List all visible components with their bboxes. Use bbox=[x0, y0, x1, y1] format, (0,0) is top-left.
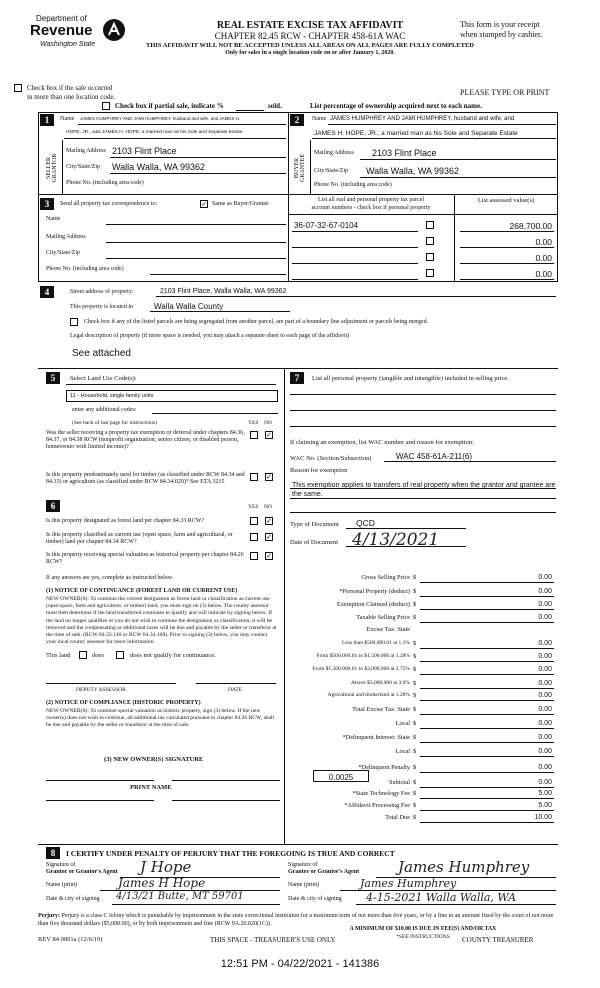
doc-date-label: Date of Document bbox=[290, 539, 339, 546]
assessed-value[interactable]: 268,700.00 bbox=[509, 221, 552, 231]
buyer-name-2[interactable]: JAMES H. HOPE, JR., a married man as his Sole and Separate Estate bbox=[314, 130, 518, 137]
s6-q2-no[interactable]: ✓ bbox=[266, 533, 272, 541]
calc-value[interactable]: 5.00 bbox=[538, 790, 552, 797]
same-as-buyer-checkbox[interactable]: ✓ bbox=[201, 200, 207, 208]
additional-codes-label: enter any additional codes: bbox=[72, 407, 137, 413]
buyer-name-1[interactable]: JAMES HUMPHREY AND JAMI HUMPHREY, husband and wife, and bbox=[330, 116, 515, 122]
segregated-label: Check box if any of the listed parcels are being segregated from another parcel, are part of a boundary line adjustment or parcels being merged. bbox=[84, 319, 429, 325]
assessed-value[interactable]: 0.00 bbox=[535, 253, 552, 263]
s5-question-1: Was the seller receiving a property tax exemption or deferral under chapters 84.36, 84.37, or 84.38 RCW (nonprofit organization, senior citizen, or disabled person, homeowner with limited income)? bbox=[46, 430, 245, 450]
dollar-sign: $ bbox=[413, 748, 417, 755]
grantee-sig-label-1: Signature of bbox=[288, 862, 318, 868]
parcel-header-2: account numbers - check box if personal property bbox=[311, 205, 431, 211]
calc-label: From $500,000.01 to $1,500,000 at 1.28% bbox=[316, 653, 410, 659]
dollar-sign: $ bbox=[413, 790, 417, 797]
form-subtitle: CHAPTER 82.45 RCW - CHAPTER 458-61A WAC bbox=[214, 31, 406, 41]
section-4-number: 4 bbox=[40, 286, 54, 298]
calc-value[interactable]: 0.00 bbox=[538, 779, 552, 786]
form-title: REAL ESTATE EXCISE TAX AFFIDAVIT bbox=[216, 20, 404, 31]
corr-city-label: City/State/Zip bbox=[46, 250, 80, 256]
see-back-label: (See back of last page for instructions) bbox=[72, 420, 157, 426]
grantor-date-label: Date & city of signing bbox=[46, 896, 100, 902]
s5-yes: YES bbox=[248, 420, 259, 426]
dollar-sign: $ bbox=[413, 574, 417, 581]
calc-label: Local bbox=[395, 748, 410, 755]
form-warning: THIS AFFIDAVIT WILL NOT BE ACCEPTED UNLESS ALL AREAS ON ALL PAGES ARE FULLY COMPLETED bbox=[146, 42, 474, 49]
rev-number: REV 84 0001a (12/6/19) bbox=[38, 936, 103, 943]
logo-revenue: Revenue bbox=[30, 22, 93, 39]
buyer-side-label bbox=[290, 144, 310, 192]
seller-phone-label: Phone No. (including area code) bbox=[66, 180, 144, 186]
logo-state: Washington State bbox=[40, 41, 96, 48]
seller-name-label: Name bbox=[60, 116, 75, 122]
buyer-mailing[interactable]: 2103 Flint Place bbox=[372, 148, 437, 158]
calc-value[interactable]: 0.00 bbox=[538, 588, 552, 595]
land-use-value: 11 - Household, single family units bbox=[70, 393, 154, 399]
seller-side-label bbox=[42, 144, 62, 192]
personal-property-checkbox[interactable] bbox=[426, 253, 434, 261]
calc-label: From $1,500,000.01 to $3,000,000 at 2.75% bbox=[312, 666, 410, 672]
located-county[interactable]: Walla Walla County bbox=[154, 302, 224, 311]
legal-label: Legal description of property (if more space is needed, you may attach a separate sheet to each page of the affidavit) bbox=[70, 333, 350, 339]
calc-label: Above $3,000,000 at 3.0% bbox=[351, 680, 410, 686]
s6-question-3: Is this property receiving special valuation as historical property per chapter 84.26 RCW? bbox=[46, 552, 244, 565]
buyer-city[interactable]: Walla Walla, WA 99362 bbox=[366, 166, 460, 176]
receipt-note-2: when stamped by cashier. bbox=[460, 30, 543, 39]
grantor-name-label: Name (print) bbox=[46, 882, 78, 888]
calc-label: Gross Selling Price bbox=[361, 574, 410, 581]
does-not-label: does not qualify for continuance. bbox=[130, 652, 216, 659]
buyer-mailing-label: Mailing Address bbox=[314, 150, 354, 156]
notice1-title: (1) NOTICE OF CONTINUANCE (FOREST LAND OR CURRENT USE) bbox=[46, 588, 238, 594]
land-use-label: Select Land Use Code(s): bbox=[70, 375, 137, 382]
perjury-label: Perjury: bbox=[38, 913, 60, 919]
section-6-number: 6 bbox=[46, 500, 60, 512]
doc-date[interactable]: 4/13/2021 bbox=[352, 530, 440, 550]
dollar-sign: $ bbox=[413, 588, 417, 595]
s5-q2-no[interactable]: ✓ bbox=[266, 473, 272, 481]
send-correspondence-label: Send all property tax correspondence to: bbox=[60, 201, 158, 207]
calc-value[interactable]: 0.00 bbox=[538, 720, 552, 727]
dollar-sign: $ bbox=[413, 706, 417, 713]
calc-value[interactable]: 0.00 bbox=[538, 666, 552, 673]
partial-sale-label: Check box if partial sale, indicate % bbox=[115, 102, 224, 110]
calc-label: Less than $500,000.01 at 1.1% bbox=[342, 640, 410, 646]
wac-number[interactable]: WAC 458-61A-211(6) bbox=[396, 452, 473, 461]
dollar-sign: $ bbox=[413, 666, 417, 673]
grantee-sig-label-2: Grantee or Grantee's Agent bbox=[288, 869, 360, 875]
s6-question-1: Is this property designated as forest land per chapter 84.33 RCW? bbox=[46, 518, 205, 524]
calc-label: Taxable Selling Price bbox=[356, 614, 410, 621]
grantee-name[interactable]: James Humphrey bbox=[360, 877, 457, 890]
s6-q3-no[interactable]: ✓ bbox=[266, 552, 272, 560]
receipt-note-1: This form is your receipt bbox=[460, 20, 540, 29]
calc-value[interactable]: 0.00 bbox=[538, 653, 552, 660]
corr-mailing-label: Mailing Address bbox=[46, 234, 86, 240]
dollar-sign: $ bbox=[413, 692, 417, 699]
perjury-text: Perjury is a class C felony which is punishable by imprisonment in the state correctional institution for a maximum term of not more than five years, or by a fine in an amount fixed by the court of not more than five thousand dollars ($5,000.00), or by both imprisonment and fine (RCW 9A.20.020(1C)). bbox=[38, 913, 554, 927]
seller-mailing-label: Mailing Address bbox=[66, 148, 106, 154]
reason-label: Reason for exemption bbox=[290, 467, 348, 474]
county-treasurer: COUNTY TREASURER bbox=[462, 936, 534, 944]
calc-value[interactable]: 0.00 bbox=[538, 764, 552, 771]
logo-dept-line: Department of bbox=[36, 14, 87, 23]
calc-label: Exemption Claimed (deduct) bbox=[336, 601, 410, 608]
dollar-sign: $ bbox=[413, 764, 417, 771]
grantee-name-label: Name (print) bbox=[288, 882, 320, 888]
does-checkbox[interactable] bbox=[79, 651, 87, 659]
buyer-city-label: City/State/Zip bbox=[314, 168, 348, 174]
calc-label: *Personal Property (deduct) bbox=[339, 588, 410, 595]
calc-label: Local bbox=[395, 720, 410, 727]
minimum-due-note: A MINIMUM OF $10.00 IS DUE IN FEE(S) AND/OR TAX bbox=[349, 926, 497, 932]
street-address[interactable]: 2103 Flint Place, Walla Walla, WA 99362 bbox=[160, 288, 287, 295]
deputy-label: DEPUTY ASSESSOR bbox=[76, 687, 126, 693]
land-use-select[interactable] bbox=[66, 390, 278, 402]
dollar-sign: $ bbox=[413, 802, 417, 809]
grantee-date[interactable]: 4-15-2021 Walla Walla, WA bbox=[366, 891, 517, 904]
partial-sale-checkbox[interactable] bbox=[102, 102, 110, 110]
s5-q2-yes[interactable] bbox=[250, 473, 258, 481]
section-5-number: 5 bbox=[46, 372, 60, 384]
assessed-header: List assessed value(s) bbox=[477, 197, 535, 204]
dollar-sign: $ bbox=[413, 614, 417, 621]
section-8-number: 8 bbox=[46, 847, 60, 859]
calc-label: Excise Tax: State bbox=[366, 626, 410, 633]
seller-name-1[interactable]: JAMES HUMPHREY AND JAMI HUMPHREY, husband and wife, and JAMES H. bbox=[80, 116, 241, 121]
multi-location-checkbox[interactable] bbox=[14, 84, 22, 92]
corr-phone-label: Phone No. (including area code) bbox=[46, 266, 124, 272]
any-yes-label: If any answers are yes, complete as instructed below. bbox=[46, 575, 174, 581]
does-label: does bbox=[92, 652, 104, 659]
partial-percent-line bbox=[236, 110, 264, 111]
wa-logo-icon bbox=[102, 18, 126, 42]
calc-value[interactable]: 5.00 bbox=[538, 802, 552, 809]
calc-value[interactable]: 0.00 bbox=[538, 706, 552, 713]
s6-q1-no[interactable]: ✓ bbox=[266, 517, 272, 525]
grantor-sig-label-1: Signature of bbox=[46, 862, 76, 868]
grantor-name[interactable]: James H Hope bbox=[118, 876, 206, 890]
grantee-date-label: Date & city of signing bbox=[288, 896, 342, 902]
s6-q2-yes[interactable] bbox=[250, 533, 258, 541]
seller-side-text: SELLER GRANTOR bbox=[46, 153, 58, 183]
segregated-checkbox[interactable] bbox=[70, 318, 78, 326]
grantor-sig-label-2: Grantor or Grantor's Agent bbox=[46, 869, 118, 875]
treasurer-space: THIS SPACE - TREASURER'S USE ONLY bbox=[210, 936, 336, 944]
buyer-phone-label: Phone No. (including area code) bbox=[314, 182, 392, 188]
multi-location-label-2: in more than one location code. bbox=[27, 93, 116, 101]
calc-value[interactable]: 10.00 bbox=[534, 814, 552, 821]
s6-question-2: Is this property classified as current use (open space, farm and agricultural, or timber) land per chapter 84.34 RCW? bbox=[46, 532, 233, 545]
dollar-sign: $ bbox=[413, 640, 417, 647]
notice1-body: NEW OWNER(S): To continue the current designation as forest land or classification as current use (open space, farm and agriculture, or timber) land, you must sign on (3) below. The county assessor must then determine if the land transferred continues to qualify and will indicate by signing below. If the land no longer qualifies or you do not wish to continue the designation or classification, it will be removed and the compensating or additional taxes will be due and payable by the seller or transferor at the time of sale. (RCW 84.33.140 or RCW 84.34.108). Prior to signing (3) below, you may contact your local county assessor for more information. bbox=[46, 596, 277, 646]
receipt-stamp: 12:51 PM - 04/22/2021 - 141386 bbox=[220, 958, 380, 970]
notice2-title: (2) NOTICE OF COMPLIANCE (HISTORIC PROPERTY) bbox=[46, 700, 201, 706]
dor-logo bbox=[30, 14, 130, 58]
grantor-signature[interactable]: J Hope bbox=[140, 858, 192, 876]
s6-q1-yes[interactable] bbox=[250, 517, 258, 525]
local-rate: 0.0025 bbox=[328, 773, 354, 782]
same-as-buyer-label: Same as Buyer/Grantee bbox=[212, 201, 269, 207]
sales-note: Only for sales in a single location code on or after January 1, 2020. bbox=[225, 50, 395, 56]
notice2-body: NEW OWNER(S): To continue special valuation as historic property, sign (3) below. If the new owner(s) does not wish to continue, all additional tax calculated pursuant to chapter 84.26 RCW, shall be due and payable by the seller or transferor at the time of sale. bbox=[46, 708, 275, 729]
buyer-name-label: Name bbox=[312, 116, 327, 122]
assessed-value[interactable]: 0.00 bbox=[535, 269, 552, 279]
calc-label: *State Technology Fee bbox=[352, 790, 410, 797]
s6-yes: YES bbox=[248, 504, 259, 510]
section-1-number: 1 bbox=[40, 114, 54, 126]
calc-value[interactable]: 0.00 bbox=[538, 748, 552, 755]
s5-q1-yes[interactable] bbox=[250, 431, 258, 439]
calc-value[interactable]: 0.00 bbox=[538, 601, 552, 608]
calc-value[interactable]: 0.00 bbox=[538, 614, 552, 621]
s6-no: NO bbox=[264, 504, 272, 510]
seller-city[interactable]: Walla Walla, WA 99362 bbox=[112, 162, 206, 172]
seller-mailing[interactable]: 2103 Flint Place bbox=[112, 146, 177, 156]
doc-type[interactable]: QCD bbox=[356, 518, 375, 528]
parcel-account[interactable]: 36-07-32-67-0104 bbox=[294, 221, 359, 230]
grantee-signature[interactable]: James Humphrey bbox=[398, 858, 530, 876]
wac-label: WAC No. (Section/Subsection) bbox=[290, 455, 372, 462]
dollar-sign: $ bbox=[413, 814, 417, 821]
s6-q3-yes[interactable] bbox=[250, 552, 258, 560]
date-label: DATE bbox=[228, 687, 243, 693]
corr-name-label: Name bbox=[46, 216, 61, 222]
perjury-notice bbox=[38, 912, 558, 928]
s5-question-2: Is this property predominately used for timber (as classified under RCW 84.34 and 84.33) or agriculture (as classified under RCW 84.34.020)? See ETA 3215 bbox=[46, 472, 245, 485]
calc-label: Total Excise Tax: State bbox=[352, 706, 410, 713]
calc-value[interactable]: 0.00 bbox=[538, 734, 552, 741]
calc-value[interactable]: 0.00 bbox=[538, 640, 552, 647]
street-label: Street address of property: bbox=[70, 289, 134, 295]
seller-city-label: City/State/Zip bbox=[66, 164, 100, 170]
personal-property-checkbox[interactable] bbox=[426, 269, 434, 277]
dollar-sign: $ bbox=[413, 653, 417, 660]
personal-property-label: List all personal property (tangible and intangible) included in selling price. bbox=[312, 375, 509, 382]
legal-description[interactable]: See attached bbox=[72, 348, 131, 359]
ownership-note: List percentage of ownership acquired next to each name. bbox=[310, 102, 482, 110]
calc-label: Subtotal bbox=[389, 779, 410, 786]
calc-label: *Affidavit Processing Fee bbox=[344, 802, 410, 809]
dollar-sign: $ bbox=[413, 734, 417, 741]
exemption-label: If claiming an exemption, list WAC number and reason for exemption: bbox=[290, 439, 474, 446]
buyer-side-text: BUYER GRANTEE bbox=[294, 154, 306, 182]
section-2-number: 2 bbox=[290, 114, 304, 126]
doc-type-label: Type of Document bbox=[290, 521, 339, 528]
personal-property-checkbox[interactable] bbox=[426, 237, 434, 245]
section-7-number: 7 bbox=[290, 372, 304, 384]
dollar-sign: $ bbox=[413, 779, 417, 786]
does-not-checkbox[interactable] bbox=[116, 651, 124, 659]
dollar-sign: $ bbox=[413, 601, 417, 608]
seller-name-2[interactable]: HOPE, JR., was JAMES H. HOPE, a married man as his Sole and Separate Estate bbox=[66, 130, 243, 135]
land-does-label: This land bbox=[46, 652, 71, 659]
partial-sold-label: sold. bbox=[268, 102, 282, 110]
personal-property-checkbox[interactable] bbox=[426, 221, 434, 229]
reason-text[interactable]: This exemption applies to transfers of real property when the grantor and grantee are the same. bbox=[292, 482, 556, 498]
print-note: PLEASE TYPE OR PRINT bbox=[460, 88, 550, 97]
local-rate-box[interactable] bbox=[313, 770, 369, 782]
assessed-value[interactable]: 0.00 bbox=[535, 237, 552, 247]
located-label: This property is located in bbox=[70, 304, 133, 310]
calc-label: *Delinquent Penalty bbox=[358, 764, 410, 771]
grantor-date[interactable]: 4/13/21 Butte, MT 59701 bbox=[116, 891, 244, 902]
section-3-number: 3 bbox=[40, 198, 54, 210]
print-name-label: PRINT NAME bbox=[130, 784, 172, 791]
dollar-sign: $ bbox=[413, 720, 417, 727]
parcel-header-1: List all real and personal property tax parcel bbox=[317, 197, 425, 203]
calc-label: Total Due bbox=[385, 814, 410, 821]
dollar-sign: $ bbox=[413, 680, 417, 687]
multi-location-label-1: Check box if the sale occurred bbox=[27, 84, 113, 92]
calc-value[interactable]: 0.00 bbox=[538, 574, 552, 581]
calc-label: *Delinquent Interest: State bbox=[342, 734, 410, 741]
calc-value[interactable]: 0.00 bbox=[538, 692, 552, 699]
s5-no: NO bbox=[264, 420, 272, 426]
s5-q1-no[interactable]: ✓ bbox=[266, 431, 272, 439]
certify-statement: I CERTIFY UNDER PENALTY OF PERJURY THAT THE FOREGOING IS TRUE AND CORRECT bbox=[66, 849, 395, 858]
notice3-title: (3) NEW OWNER(S) SIGNATURE bbox=[104, 756, 204, 763]
see-instructions: *SEE INSTRUCTIONS bbox=[396, 934, 450, 940]
calc-value[interactable]: 0.00 bbox=[538, 680, 552, 687]
calc-label: Agricultural and timberland at 1.28% bbox=[327, 692, 410, 698]
